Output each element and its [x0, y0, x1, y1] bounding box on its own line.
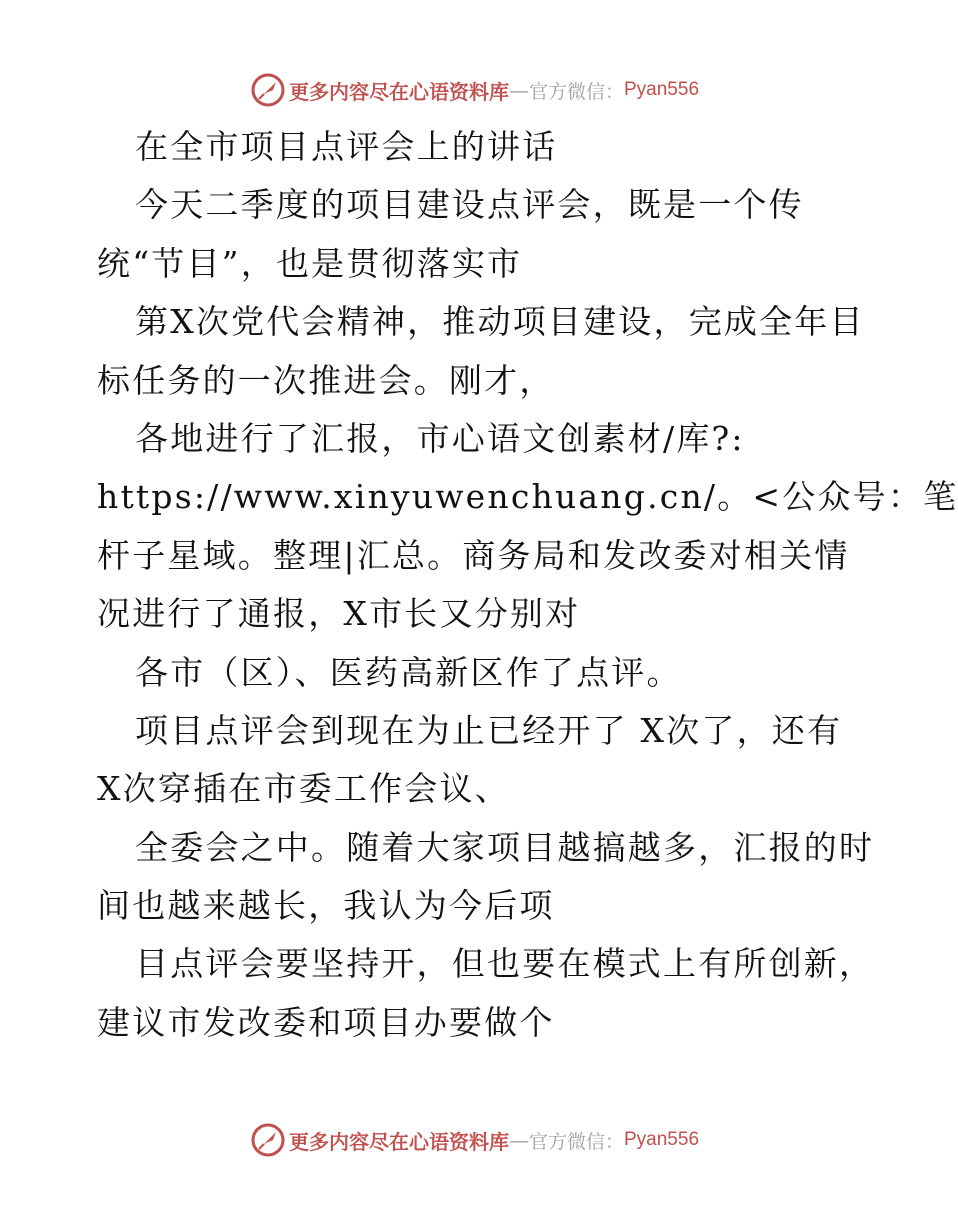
text-line: 目点评会要坚持开，但也要在模式上有所创新， — [135, 944, 875, 984]
text-line: X次穿插在市委工作会议、 — [97, 769, 510, 809]
text-line: 杆子星域。整理|汇总。商务局和发改委对相关情 — [97, 535, 850, 575]
text-line: 各市（区）、医药高新区作了点评。 — [135, 652, 682, 692]
banner-separator: — — [508, 78, 529, 102]
banner-official-label: 官方微信： — [528, 80, 624, 103]
banner-wechat-handle: Pyan556 — [624, 1129, 700, 1150]
text-line: 间也越来越长，我认为今后项 — [97, 886, 555, 926]
footer-banner — [0, 1120, 950, 1160]
text-line: 全委会之中。随着大家项目越搞越多，汇报的时 — [135, 827, 875, 867]
document-title: 在全市项目点评会上的讲话 — [135, 127, 558, 166]
text-line: 第X次党代会精神，推动项目建设，完成全年目 — [135, 302, 865, 342]
text-line: https://www.xinyuwenchuang.cn/。<公众号：笔 — [97, 477, 958, 517]
banner-official-label: 官方微信： — [528, 1130, 624, 1153]
header-banner — [0, 70, 950, 110]
text-line: 项目点评会到现在为止已经开了 X次了，还有 — [135, 710, 843, 750]
text-line: 建议市发改委和项目办要做个 — [97, 1002, 555, 1042]
quill-pen-icon — [251, 1123, 285, 1157]
text-line: 统“节目”，也是贯彻落实市 — [97, 243, 523, 283]
banner-separator: — — [508, 1128, 529, 1152]
banner-brand: 更多内容尽在心语资料库 — [288, 1129, 509, 1154]
text-line: 标任务的一次推进会。刚才， — [97, 360, 555, 400]
quill-pen-icon — [251, 73, 285, 107]
text-line: 各地进行了汇报，市心语文创素材/库?: — [135, 418, 745, 458]
text-line: 今天二季度的项目建设点评会，既是一个传 — [135, 185, 804, 225]
banner-wechat-handle: Pyan556 — [624, 79, 700, 100]
document-body — [97, 118, 958, 1052]
text-line: 况进行了通报，X市长又分别对 — [97, 594, 581, 634]
banner-brand: 更多内容尽在心语资料库 — [288, 79, 509, 104]
